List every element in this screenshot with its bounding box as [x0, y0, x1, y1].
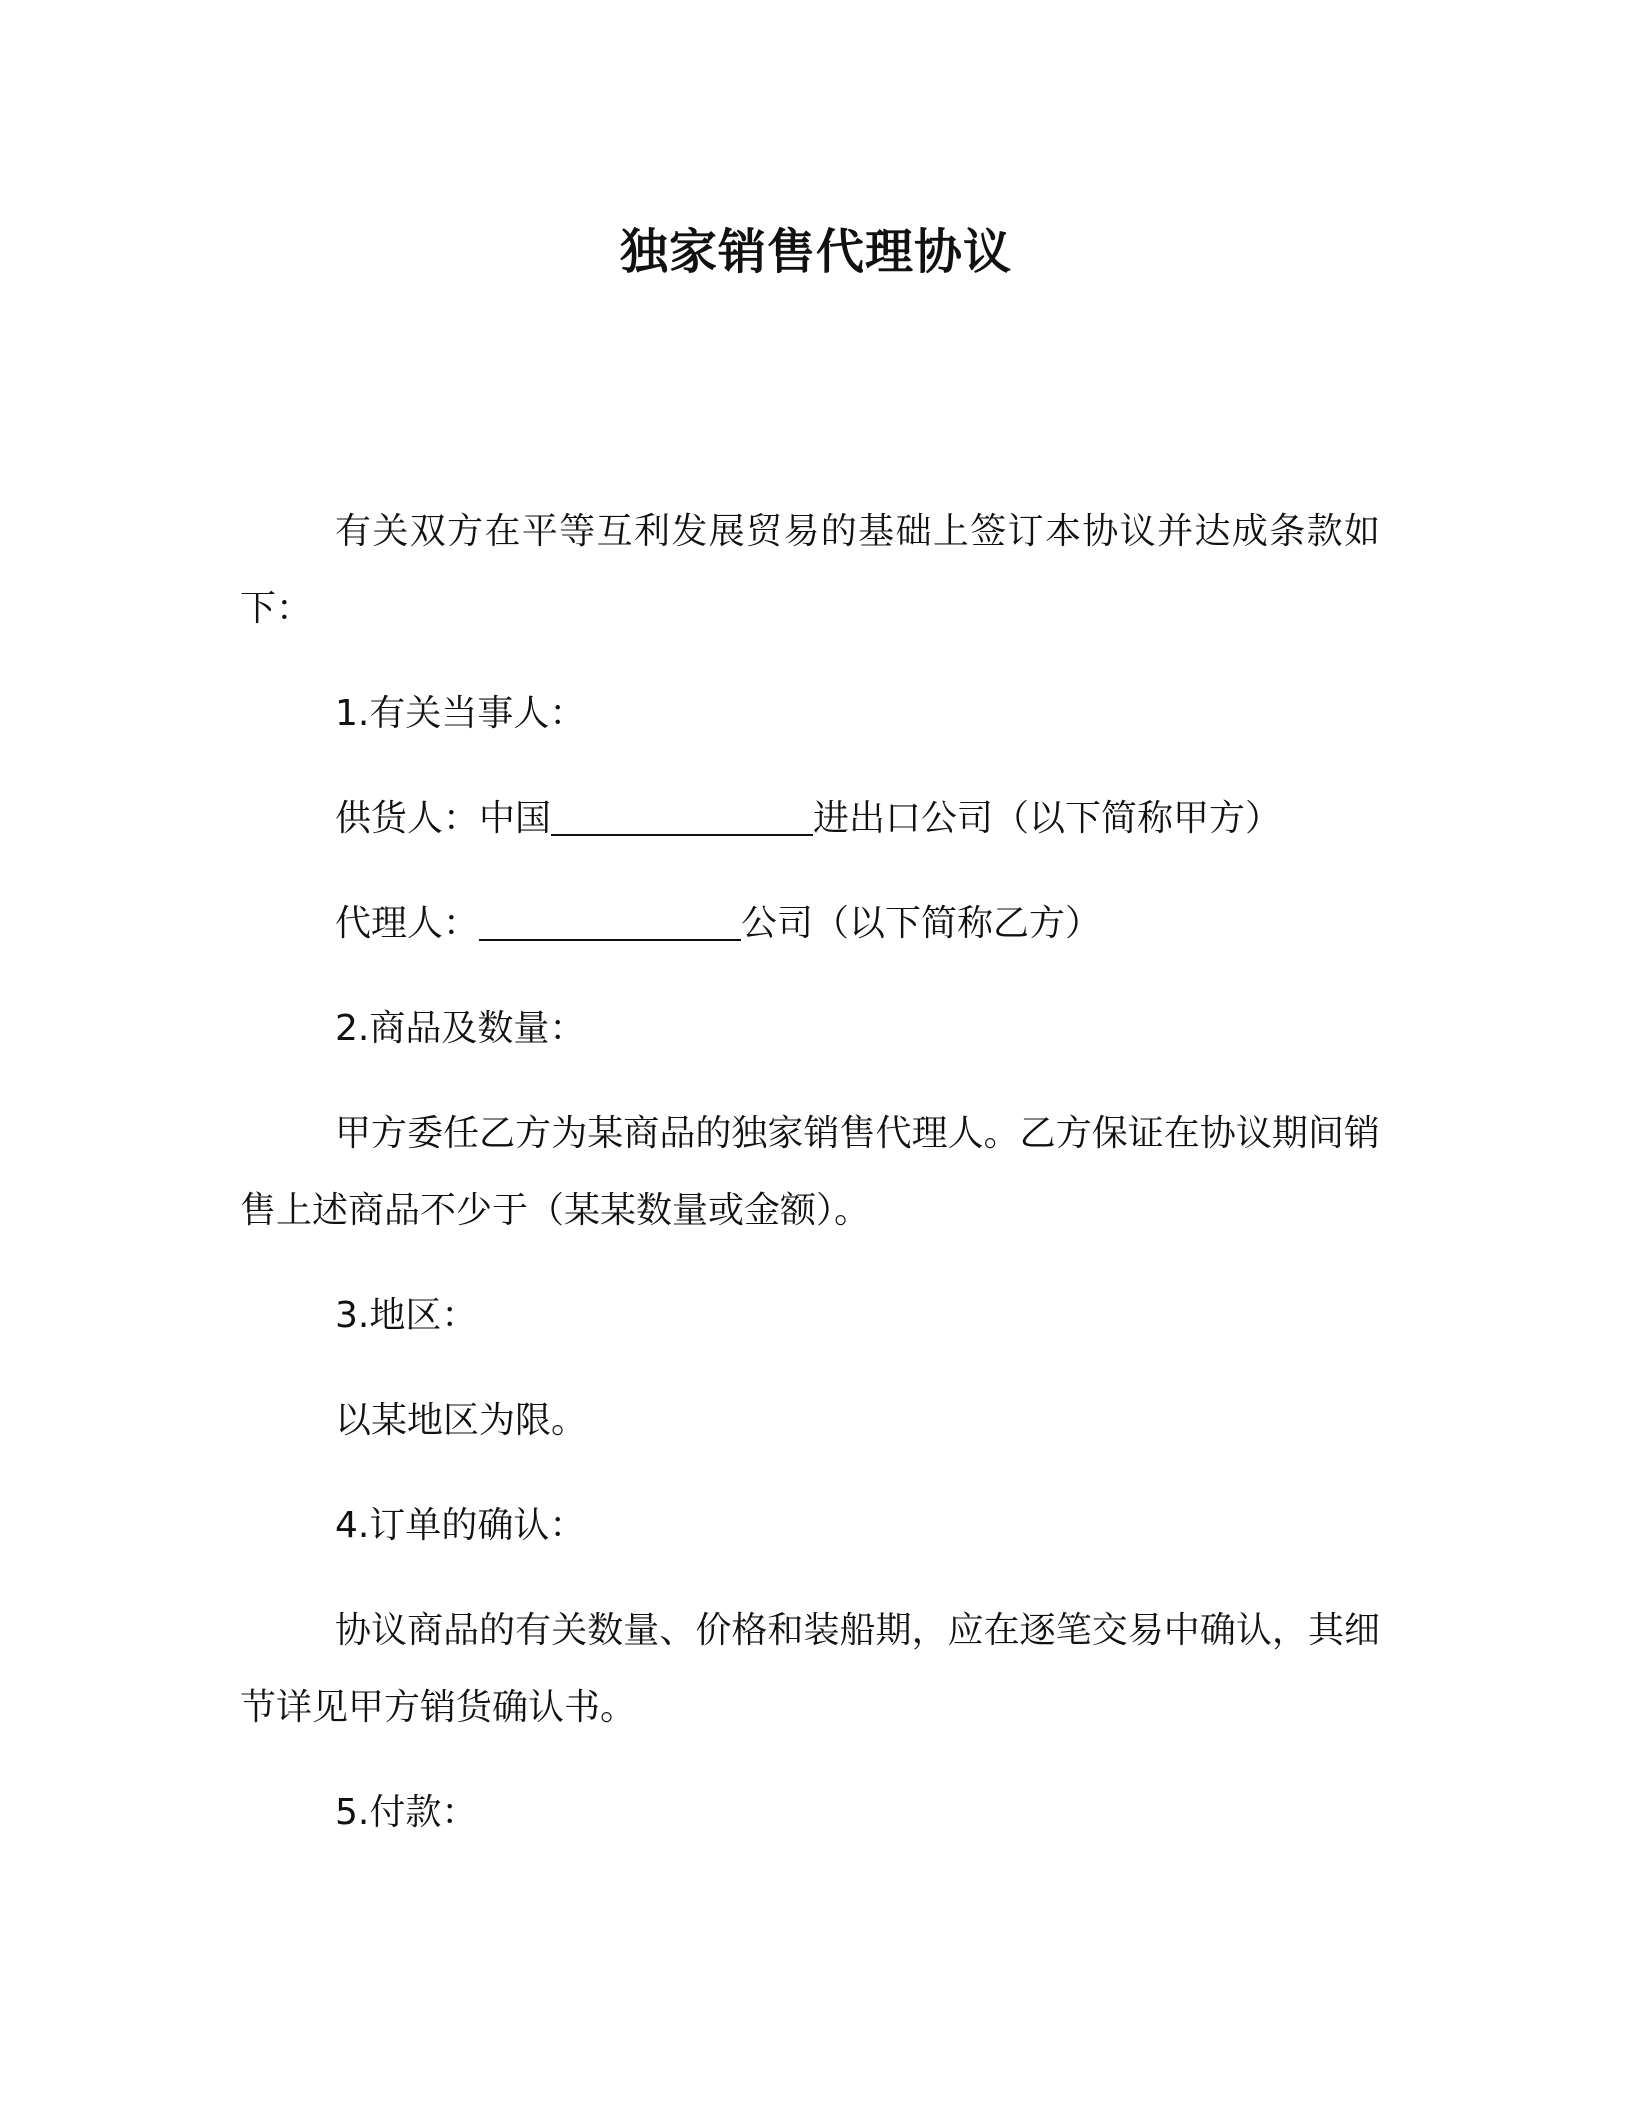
section-1-heading: 1.有关当事人： [335, 693, 586, 734]
section-4-heading: 4.订单的确认： [335, 1505, 586, 1546]
supplier-line [240, 780, 1380, 857]
agent-suffix: 公司（以下简称乙方） [741, 903, 1102, 944]
agent-prefix: 代理人： [335, 903, 480, 944]
supplier-suffix: 进出口公司（以下简称甲方） [813, 798, 1282, 839]
agent-name-blank[interactable] [479, 905, 741, 941]
supplier-name-blank[interactable] [551, 800, 813, 836]
section-3-text: 以某地区为限。 [335, 1400, 588, 1441]
section-5-heading: 5.付款： [335, 1792, 478, 1833]
section-2-heading: 2.商品及数量： [335, 1008, 586, 1049]
section-4-text: 协议商品的有关数量、价格和装船期，应在逐笔交易中确认，其细节详见甲方销货确认书。 [240, 1610, 1380, 1728]
section-3-heading: 3.地区： [335, 1295, 478, 1336]
agent-line [240, 885, 1380, 962]
intro-paragraph: 有关双方在平等互利发展贸易的基础上签订本协议并达成条款如下： [240, 511, 1380, 629]
document-title: 独家销售代理协议 [619, 224, 1012, 280]
supplier-prefix: 供货人：中国 [335, 798, 552, 839]
section-2-text: 甲方委任乙方为某商品的独家销售代理人。乙方保证在协议期间销售上述商品不少于（某某数量或金额）。 [240, 1113, 1380, 1231]
document-body [240, 493, 1380, 1851]
